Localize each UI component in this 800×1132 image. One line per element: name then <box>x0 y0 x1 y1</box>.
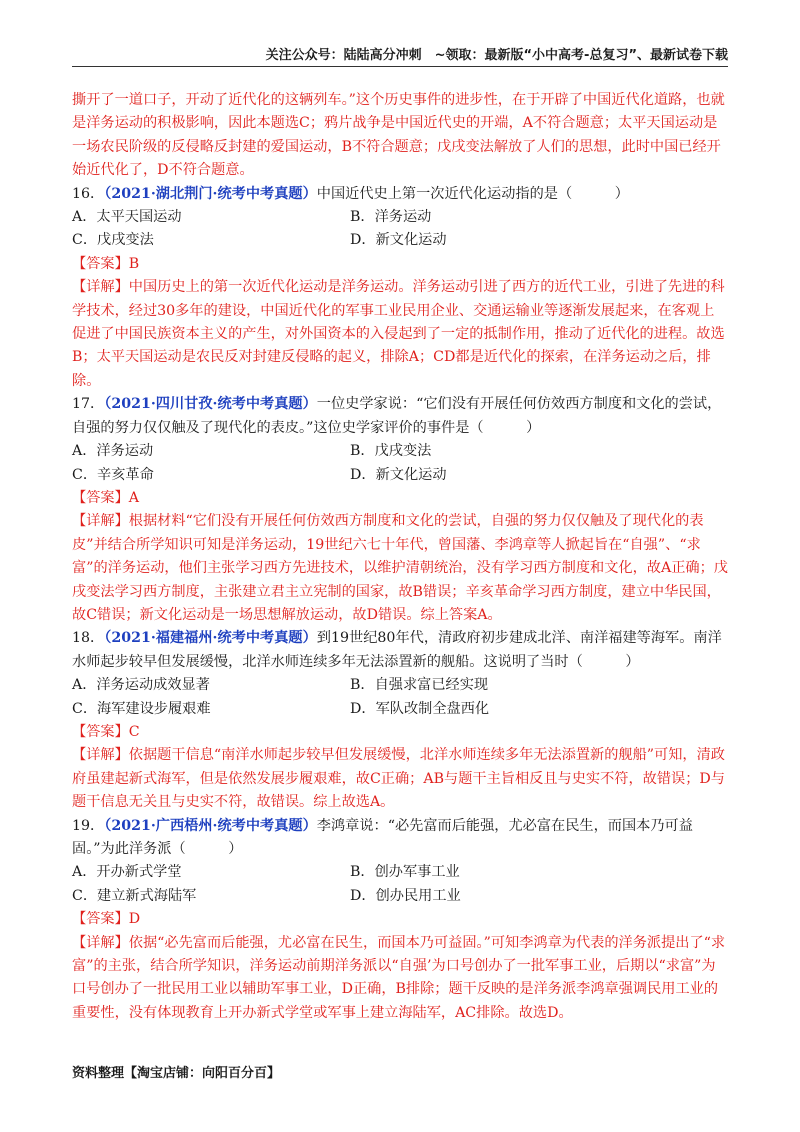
question-source: （2021·湖北荆门·统考中考真题） <box>104 185 317 202</box>
question-stem <box>72 393 728 440</box>
question-18 <box>72 627 728 814</box>
document-body <box>72 89 728 1025</box>
question-text: 中国近代史上第一次近代化运动指的是（ ） <box>316 185 629 202</box>
option-list <box>72 206 728 253</box>
option-list <box>72 674 728 721</box>
question-text: 一位史学家说：“它们没有开展任何仿效西方制度和文化的尝试，自强的努力仅仅触及了现代化的表皮。”这位史学家评价的事件是（ ） <box>72 396 722 436</box>
option-d: D．新文化运动 <box>350 232 447 249</box>
question-19 <box>72 815 728 1026</box>
option-c: C．建立新式海陆军 <box>72 887 197 904</box>
question-source: （2021·福建福州·统考中考真题） <box>104 630 317 647</box>
question-text: 到19世纪80年代，清政府初步建成北洋、南洋福建等海军。南洋水师起步较早但发展缓慢，北洋水师连续多年无法添置新的舰船。这说明了当时（ ） <box>72 630 722 670</box>
intro-explanation: 撕开了一道口子，开动了近代化的这辆列车。”这个历史事件的进步性，在于开辟了中国近代化道路，也就是洋务运动的积极影响，因此本题选C；鸦片战争是中国近代史的开端，A不符合题意；太平天国运动是一场农民阶级的反侵略反封建的爱国运动，B不符合题意；戊戌变法解放了人们的思想，此时中国已经开始近代化了，D不符合题意。 <box>72 92 725 179</box>
option-b: B．自强求富已经实现 <box>350 677 489 694</box>
question-stem <box>72 815 728 862</box>
option-a: A．开办新式学堂 <box>72 864 182 881</box>
question-17 <box>72 393 728 627</box>
option-a: A．太平天国运动 <box>72 209 182 226</box>
question-number: 17． <box>72 396 105 413</box>
page-footer: 资料整理【淘宝店铺：向阳百分百】 <box>72 1066 281 1081</box>
explanation: 【详解】根据材料“它们没有开展任何仿效西方制度和文化的尝试，自强的努力仅仅触及了现代化的表皮”并结合所学知识可知是洋务运动，19世纪六七十年代，曾国藩、李鸿章等人掀起旨在“自强”、“求富”的洋务运动，他们主张学习西方先进技术，以维护清朝统治，没有学习西方制度和文化，故A正确；戊戌变法学习西方制度，主张建立君主立宪制的国家，故B错误；辛亥革命学习西方制度，建立中华民国，故C错误；新文化运动是一场思想解放运动，故D错误。综上答案A。 <box>72 513 728 623</box>
option-c: C．海军建设步履艰难 <box>72 700 211 717</box>
question-stem <box>72 627 728 674</box>
page-header: 关注公众号：陆陆高分冲刺 ~领取：最新版“小中高考-总复习”、最新试卷下载 <box>265 48 728 63</box>
question-source: （2021·广西梧州·统考中考真题） <box>104 817 317 834</box>
option-d: D．新文化运动 <box>350 466 447 483</box>
question-number: 16． <box>72 185 105 202</box>
question-16 <box>72 183 728 394</box>
header-divider <box>72 66 728 67</box>
option-list <box>72 861 728 908</box>
option-a: A．洋务运动成效显著 <box>72 677 210 694</box>
option-b: B．洋务运动 <box>350 209 432 226</box>
question-text: 李鸿章说：“必先富而后能强，尤必富在民生，而国本乃可益固。”为此洋务派（ ） <box>72 817 693 857</box>
question-source: （2021·四川甘孜·统考中考真题） <box>104 396 317 413</box>
option-d: D．创办民用工业 <box>350 887 461 904</box>
explanation: 【详解】中国历史上的第一次近代化运动是洋务运动。洋务运动引进了西方的近代工业，引进了先进的科学技术，经过30多年的建设，中国近代化的军事工业民用企业、交通运输业等逐渐发展起来，在客观上促进了中国民族资本主义的产生，对外国资本的入侵起到了一定的抵制作用，推动了近代化的进程。故选B；太平天国运动是农民反对封建反侵略的起义，排除A；CD都是近代化的探索，在洋务运动之后，排除。 <box>72 279 725 389</box>
option-list <box>72 440 728 487</box>
explanation: 【详解】依据题干信息“南洋水师起步较早但发展缓慢，北洋水师连续多年无法添置新的舰船”可知，清政府虽建起新式海军，但是依然发展步履艰难，故C正确；AB与题干主旨相反且与史实不符，故错误；D与题干信息无关且与史实不符，故错误。综上故选A。 <box>72 747 725 811</box>
answer: 【答案】C <box>72 723 140 740</box>
option-b: B．戊戌变法 <box>350 443 432 460</box>
answer: 【答案】B <box>72 255 140 272</box>
option-b: B．创办军事工业 <box>350 864 460 881</box>
answer: 【答案】D <box>72 911 141 928</box>
explanation: 【详解】依据“必先富而后能强，尤必富在民生，而国本乃可益固。”可知李鸿章为代表的洋务派提出了“求富”的主张，结合所学知识，洋务运动前期洋务派以“自强’为口号创办了一批军事工业，后期以“求富”为口号创办了一批民用工业以辅助军事工业，D正确，B排除；题干反映的是洋务派李鸿章强调民用工业的重要性，没有体现教育上开办新式学堂或军事上建立海陆军，AC排除。故选D。 <box>72 934 726 1021</box>
option-c: C．戊戌变法 <box>72 232 154 249</box>
option-a: A．洋务运动 <box>72 443 154 460</box>
answer: 【答案】A <box>72 489 139 506</box>
question-number: 19． <box>72 817 105 834</box>
option-c: C．辛亥革命 <box>72 466 154 483</box>
question-stem <box>72 183 728 206</box>
option-d: D．军队改制全盘西化 <box>350 700 490 717</box>
question-number: 18． <box>72 630 105 647</box>
